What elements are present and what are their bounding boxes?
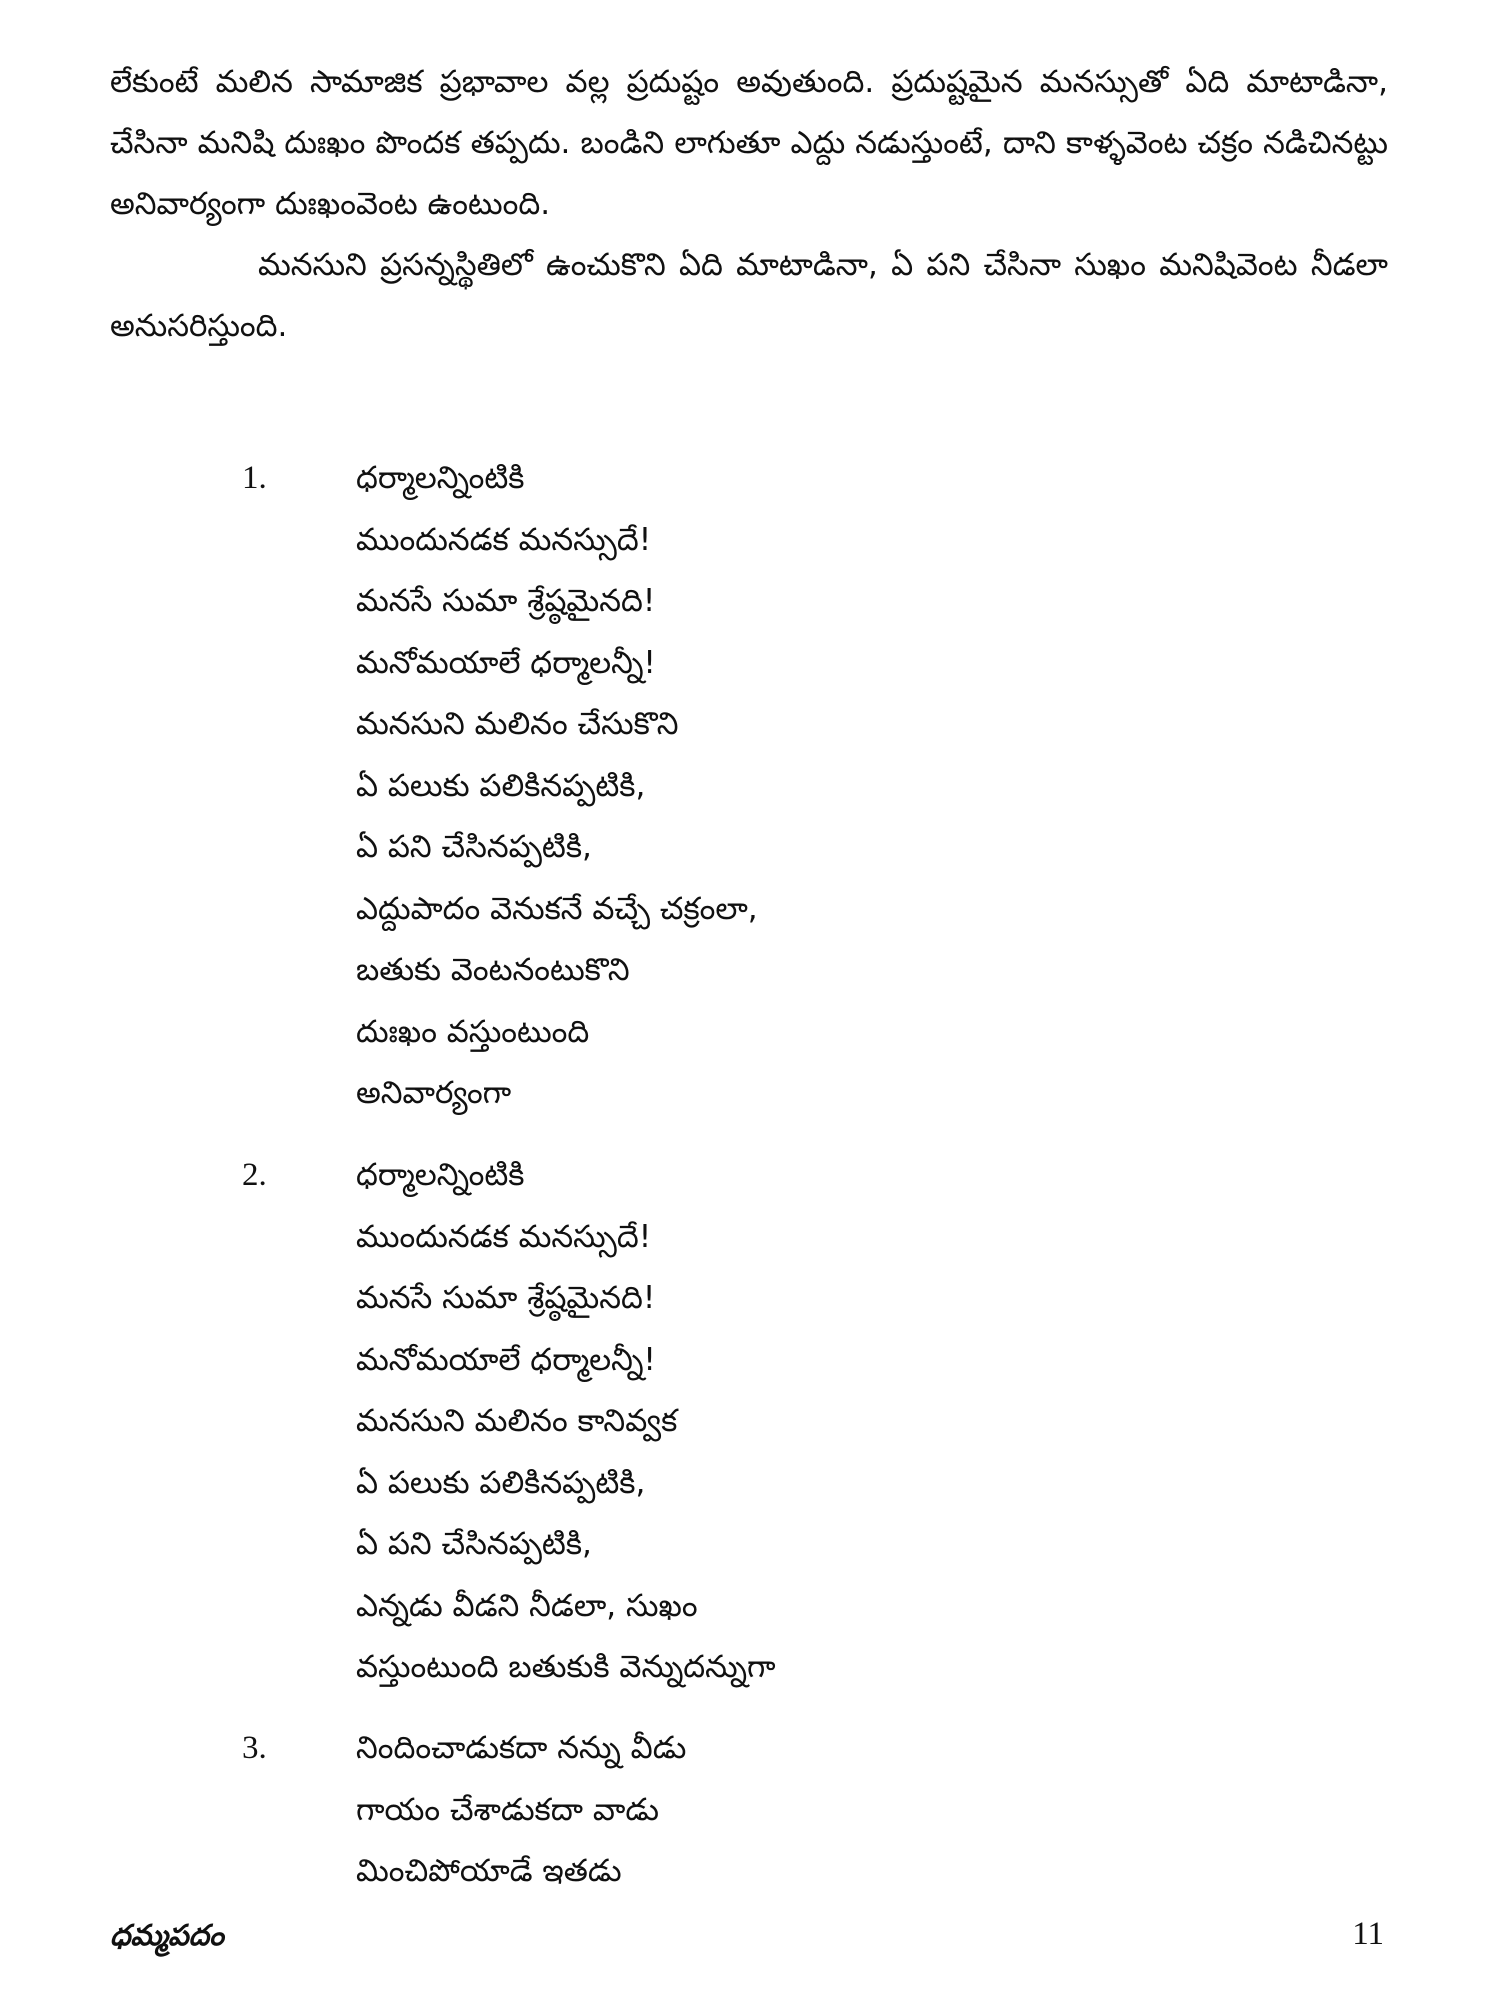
- intro-paragraph-2: మనసుని ప్రసన్నస్థితిలో ఉంచుకొని ఏది మాటాడినా, ఏ పని చేసినా సుఖం మనిషివెంట నీడలా అనుసరిస్తుంది.: [110, 247, 1388, 344]
- verse-line: దుఃఖం వస్తుంటుంది: [356, 1013, 590, 1050]
- verse-line: ముందునడక మనస్సుదే!: [356, 521, 652, 558]
- verse-line: మనోమయాలే ధర్మాలన్నీ!: [356, 1341, 656, 1378]
- verse-number: 2.: [242, 1157, 267, 1193]
- verse-line: నిందించాడుకదా నన్ను వీడు: [356, 1730, 687, 1766]
- verse-line: ధర్మాలన్నింటికి: [356, 460, 525, 496]
- verse-line: మనసుని మలినం చేసుకొని: [356, 706, 679, 742]
- verse-line: ఏ పలుకు పలికినప్పటికి,: [356, 767, 646, 804]
- verse-line: ముందునడక మనస్సుదే!: [356, 1218, 652, 1255]
- verse-line: మనసే సుమా శ్రేష్ఠమైనది!: [356, 1280, 656, 1316]
- verse-number: 3.: [242, 1730, 267, 1766]
- verse-line: ఏ పని చేసినప్పటికి,: [356, 1526, 592, 1562]
- verse-line: మనోమయాలే ధర్మాలన్నీ!: [356, 644, 656, 681]
- book-title: ధమ్మపదం: [110, 1918, 224, 1952]
- verse-line: అనివార్యంగా: [356, 1075, 512, 1111]
- verse-lines: [356, 1718, 686, 1903]
- intro-paragraph-1: లేకుంటే మలిన సామాజిక ప్రభావాల వల్ల ప్రదుష్టం అవుతుంది. ప్రదుష్టమైన మనస్సుతో ఏది మాటాడినా, చేసినా మనిషి దుఃఖం పొందక తప్పదు. బండిని లాగుతూ ఎద్దు నడుస్తుంటే, దాని కాళ్ళవెంట చక్రం నడిచినట్టు అనివార్యంగా దుఃఖంవెంట ఉంటుంది.: [110, 64, 1388, 222]
- verse-line: ఎద్దుపాదం వెనుకనే వచ్చే చక్రంలా,: [356, 890, 758, 927]
- verse-line: మించిపోయాడే ఇతడు: [356, 1853, 622, 1889]
- verse-lines: [356, 448, 758, 1125]
- intro-text: [110, 52, 1388, 357]
- verse-line: ఎన్నడు వీడని నీడలా, సుఖం: [356, 1587, 698, 1624]
- verse-line: ఏ పలుకు పలికినప్పటికి,: [356, 1464, 646, 1501]
- verse-number: 1.: [242, 460, 267, 496]
- verse-line: బతుకు వెంటనంటుకొని: [356, 952, 630, 988]
- verse-lines: [356, 1145, 776, 1699]
- page-number: 11: [1352, 1916, 1384, 1952]
- verse-line: గాయం చేశాడుకదా వాడు: [356, 1791, 659, 1828]
- verse-line: వస్తుంటుంది బతుకుకి వెన్నుదన్నుగా: [356, 1649, 776, 1685]
- verse-line: మనసుని మలినం కానివ్వక: [356, 1403, 678, 1439]
- verse-line: ఏ పని చేసినప్పటికి,: [356, 829, 592, 865]
- verse-line: మనసే సుమా శ్రేష్ఠమైనది!: [356, 583, 656, 619]
- verse-line: ధర్మాలన్నింటికి: [356, 1157, 525, 1193]
